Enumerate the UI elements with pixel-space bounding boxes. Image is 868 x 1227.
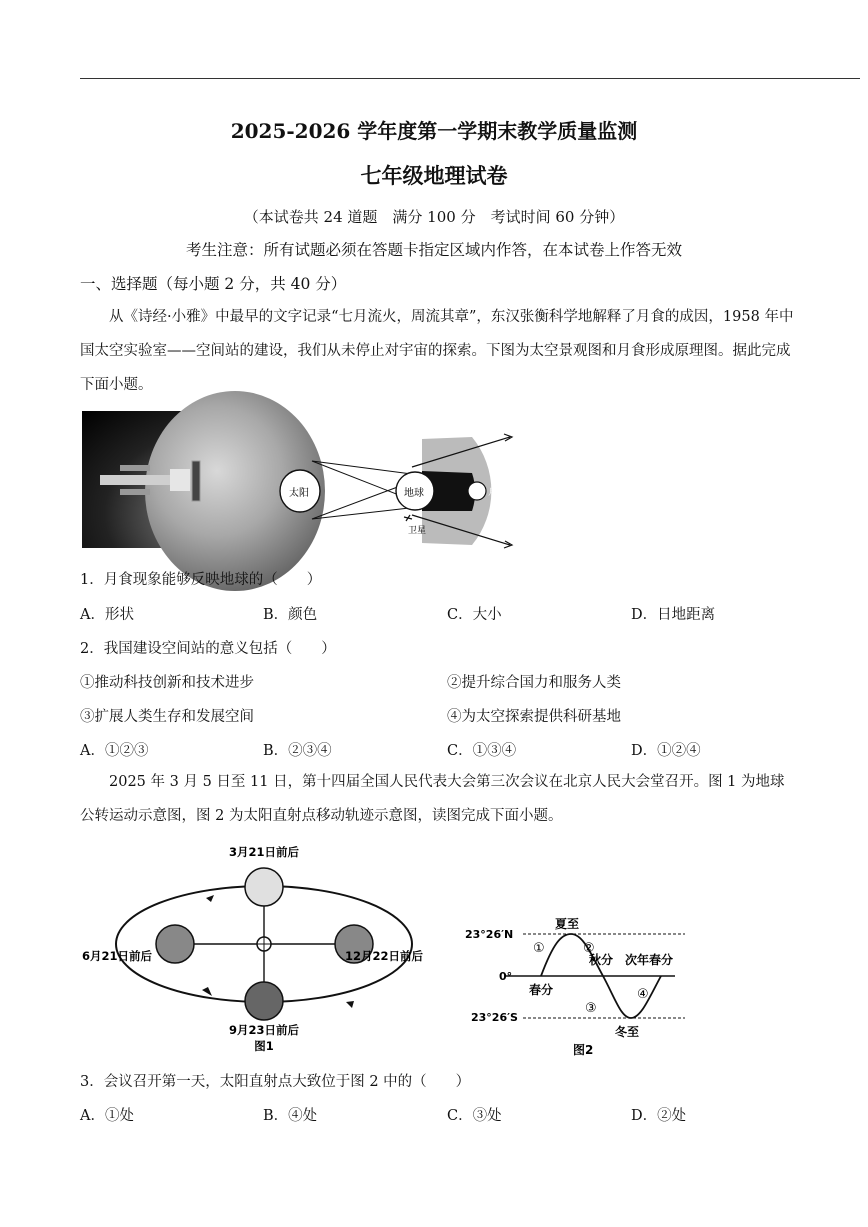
satellite-label: 卫星: [408, 526, 427, 536]
q3-option-a[interactable]: A．①处: [80, 1108, 134, 1124]
exam-notice: 考生注意：所有试题必须在答题卡指定区域内作答，在本试卷上作答无效: [185, 241, 682, 259]
q2-option-d[interactable]: D．①②④: [631, 743, 701, 759]
earth-june-icon: [156, 925, 194, 963]
sun-label: 太阳: [289, 488, 309, 499]
fig2-marker-3: ③: [585, 1001, 597, 1016]
moon-label: 月球: [488, 488, 507, 498]
fig2-marker-2: ②: [583, 941, 595, 956]
fig2-autumn: 秋分: [589, 953, 614, 967]
fig2-marker-4: ④: [637, 987, 649, 1002]
earth-september-icon: [245, 982, 283, 1020]
q1-option-d[interactable]: D．日地距离: [631, 607, 716, 623]
q2-statement-3: ③扩展人类生存和发展空间: [80, 709, 254, 725]
fig2-lat-0: 0°: [499, 970, 513, 983]
q1-option-b[interactable]: B．颜色: [263, 607, 318, 623]
fig1-june-label: 6月21日前后: [82, 949, 153, 963]
q2-option-c[interactable]: C．①③④: [447, 743, 517, 759]
q2-stem: 2．我国建设空间站的意义包括（ ）: [80, 641, 336, 657]
q3-stem: 3．会议召开第一天，太阳直射点大致位于图 2 中的（ ）: [80, 1074, 471, 1090]
passage-1: 从《诗经·小雅》中最早的文字记录“七月流火，周流其章”，东汉张衡科学地解释了月食的成因，1958 年中国太空实验室——空间站的建设，我们从未停止对宇宙的探索。下图为太空景观图和月食形成原理图。据此完成下面小题。: [80, 309, 794, 393]
earth-label: 地球: [404, 488, 424, 499]
q2-statement-1: ①推动科技创新和技术进步: [80, 675, 254, 691]
fig1-march-label: 3月21日前后: [228, 845, 300, 859]
q1-option-a[interactable]: A．形状: [80, 607, 134, 623]
space-station-photo: [82, 411, 255, 548]
fig1-december-label: 12月22日前后: [345, 949, 424, 963]
q3-option-b[interactable]: B．④处: [263, 1108, 318, 1124]
earth-revolution-figure: [82, 838, 424, 1058]
earth-march-icon: [245, 868, 283, 906]
fig1-caption: 图1: [254, 1039, 274, 1053]
moon-shape: [468, 482, 486, 500]
passage-2: 2025 年 3 月 5 日至 11 日，第十四届全国人民代表大会第三次会议在北京人民大会堂召开。图 1 为地球公转运动示意图，图 2 为太阳直射点移动轨迹示意图，读图完成下面小题。: [80, 774, 785, 824]
fig2-spring: 春分: [529, 983, 554, 997]
q1-option-c[interactable]: C．大小: [447, 607, 502, 623]
exam-meta: （本试卷共 24 道题 满分 100 分 考试时间 60 分钟）: [243, 208, 625, 226]
lunar-eclipse-diagram: [272, 431, 522, 551]
exam-subtitle: 七年级地理试卷: [360, 163, 508, 188]
fig2-lat-n: 23°26′N: [465, 928, 514, 941]
fig2-next-spring: 次年春分: [625, 953, 674, 967]
fig1-september-label: 9月23日前后: [228, 1023, 300, 1037]
q2-option-a[interactable]: A．①②③: [80, 743, 149, 759]
sun-path-figure: [465, 908, 685, 1058]
fig2-winter: 冬至: [615, 1025, 640, 1039]
q2-option-b[interactable]: B．②③④: [263, 743, 332, 759]
fig2-marker-1: ①: [533, 941, 545, 956]
exam-title: 2025-2026 学年度第一学期末教学质量监测: [230, 119, 638, 143]
fig2-summer: 夏至: [555, 917, 580, 931]
q2-statement-2: ②提升综合国力和服务人类: [447, 675, 621, 691]
section-heading: 一、选择题（每小题 2 分，共 40 分）: [80, 275, 347, 293]
fig2-caption: 图2: [573, 1043, 594, 1057]
q3-option-c[interactable]: C．③处: [447, 1108, 502, 1124]
top-rule: [80, 78, 860, 79]
q2-statement-4: ④为太空探索提供科研基地: [447, 709, 621, 725]
q3-option-d[interactable]: D．②处: [631, 1108, 687, 1124]
fig2-lat-s: 23°26′S: [471, 1011, 518, 1024]
q1-stem: 1．月食现象能够反映地球的（ ）: [80, 572, 322, 588]
